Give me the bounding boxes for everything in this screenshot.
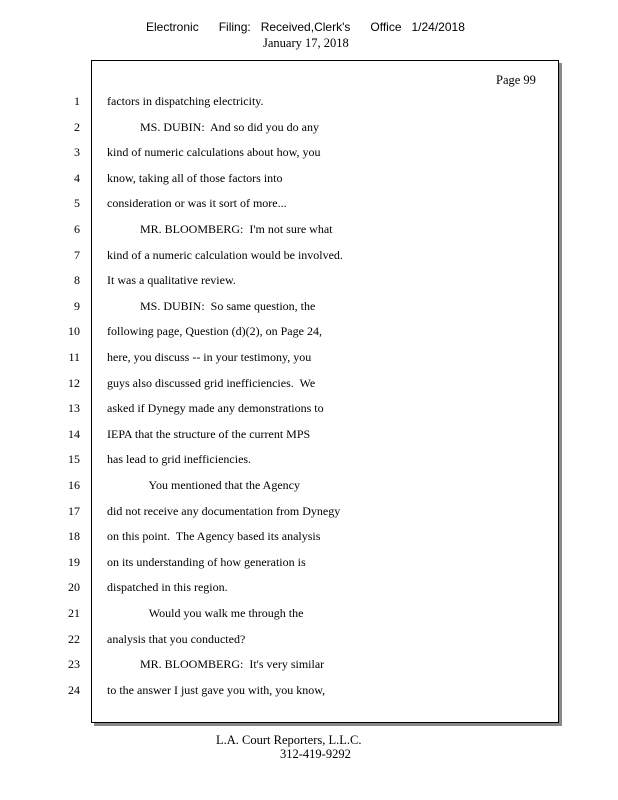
transcript-line-text: You mentioned that the Agency <box>107 478 300 492</box>
line-number: 17 <box>68 504 80 518</box>
transcript-line-text: on this point. The Agency based its analysis <box>107 529 321 543</box>
transcript-line-text: MS. DUBIN: So same question, the <box>107 299 316 313</box>
line-number: 16 <box>68 478 80 492</box>
line-number: 23 <box>68 657 80 671</box>
footer-phone: 312-419-9292 <box>280 747 351 761</box>
transcript-line-text: It was a qualitative review. <box>107 273 236 287</box>
transcript-line-text: did not receive any documentation from Dynegy <box>107 504 341 518</box>
transcript-line-text: has lead to grid inefficiencies. <box>107 452 252 466</box>
transcript-line-text: MS. DUBIN: And so did you do any <box>107 120 320 134</box>
transcript-line-text: following page, Question (d)(2), on Page 24, <box>107 324 322 338</box>
line-number: 4 <box>74 171 80 185</box>
transcript-line-text: analysis that you conducted? <box>107 632 246 646</box>
line-number: 8 <box>74 273 80 287</box>
line-number: 20 <box>68 580 80 594</box>
transcript-line-text: guys also discussed grid inefficiencies. We <box>107 376 316 390</box>
transcript-line-text: kind of numeric calculations about how, you <box>107 145 321 159</box>
line-number: 12 <box>68 376 80 390</box>
electronic-filing-stamp: Electronic Filing: Received,Clerk's Office 1/24/2018 <box>146 20 465 34</box>
line-number: 18 <box>68 529 80 543</box>
transcript-line-text: to the answer I just gave you with, you know, <box>107 683 326 697</box>
transcript-date: January 17, 2018 <box>263 36 349 50</box>
transcript-line-text: on its understanding of how generation is <box>107 555 306 569</box>
transcript-line-text: dispatched in this region. <box>107 580 228 594</box>
footer-company: L.A. Court Reporters, L.L.C. <box>216 733 362 747</box>
transcript-line-text: asked if Dynegy made any demonstrations to <box>107 401 324 415</box>
line-number: 10 <box>68 324 80 338</box>
line-number: 6 <box>74 222 80 236</box>
line-number: 7 <box>74 248 80 262</box>
line-number: 22 <box>68 632 80 646</box>
page-number: Page 99 <box>496 73 536 87</box>
transcript-line-text: MR. BLOOMBERG: It's very similar <box>107 657 325 671</box>
transcript-line-text: MR. BLOOMBERG: I'm not sure what <box>107 222 333 236</box>
line-number: 9 <box>74 299 80 313</box>
transcript-line-text: know, taking all of those factors into <box>107 171 283 185</box>
line-number: 14 <box>68 427 80 441</box>
line-number: 5 <box>74 196 80 210</box>
transcript-line-text: consideration or was it sort of more... <box>107 196 287 210</box>
transcript-line-text: IEPA that the structure of the current MPS <box>107 427 311 441</box>
transcript-line-text: factors in dispatching electricity. <box>107 94 264 108</box>
transcript-line-text: Would you walk me through the <box>107 606 304 620</box>
line-number: 11 <box>68 350 80 364</box>
line-number: 2 <box>74 120 80 134</box>
line-number: 3 <box>74 145 80 159</box>
line-number: 24 <box>68 683 80 697</box>
line-number: 13 <box>68 401 80 415</box>
transcript-line-text: kind of a numeric calculation would be involved. <box>107 248 343 262</box>
line-number: 21 <box>68 606 80 620</box>
line-number: 19 <box>68 555 80 569</box>
transcript-line-text: here, you discuss -- in your testimony, you <box>107 350 312 364</box>
line-number: 15 <box>68 452 80 466</box>
line-number: 1 <box>74 94 80 108</box>
